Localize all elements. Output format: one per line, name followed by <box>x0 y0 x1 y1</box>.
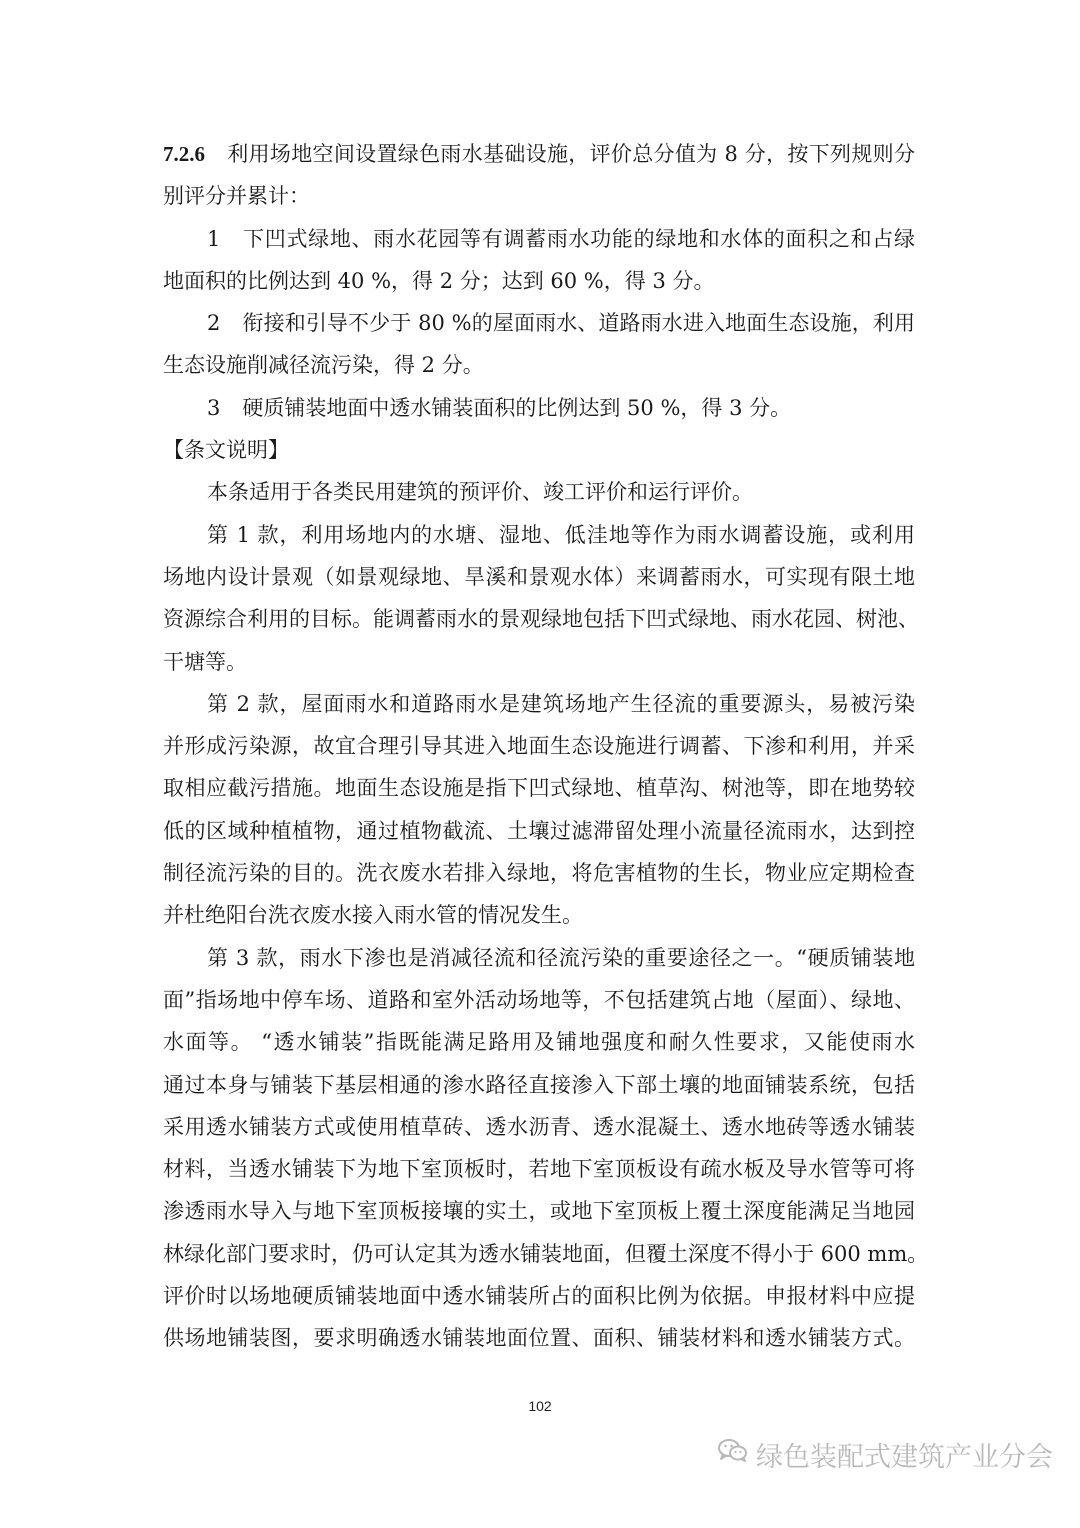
item-text: 衔接和引导不少于 80 %的屋面雨水、道路雨水进入地面生态设施，利用 <box>242 311 915 336</box>
text-line: 第 2 款，屋面雨水和道路雨水是建筑场地产生径流的重要源头，易被污染 <box>207 691 915 716</box>
text-line: 评价时以场地硬质铺装地面中透水铺装所占的面积比例为依据。申报材料中应提 <box>163 1284 915 1309</box>
text-line: 资源综合利用的目标。能调蓄雨水的景观绿地包括下凹式绿地、雨水花园、树池、 <box>163 607 919 632</box>
item-number: 3 <box>207 395 221 420</box>
text-line: 第 3 款，雨水下渗也是消减径流和径流污染的重要途径之一。“硬质铺装地 <box>207 945 915 970</box>
item-line <box>163 218 915 260</box>
text-line: 并形成污染源，故宜合理引导其进入地面生态设施进行调蓄、下渗和利用，并采 <box>163 734 915 759</box>
item-text: 硬质铺装地面中透水铺装面积的比例达到 50 %，得 3 分。 <box>242 395 792 420</box>
wechat-icon <box>718 1438 748 1471</box>
explanation-heading: 【条文说明】 <box>163 438 289 463</box>
text-line: 水面等。 “透水铺装”指既能满足路用及铺地强度和耐久性要求，又能使雨水 <box>163 1030 915 1055</box>
text-line: 制径流污染的目的。洗衣废水若排入绿地，将危害植物的生长，物业应定期检查 <box>163 861 915 886</box>
watermark <box>718 1432 1053 1476</box>
text-line: 第 1 款，利用场地内的水塘、湿地、低洼地等作为雨水调蓄设施，或利用 <box>207 522 915 547</box>
document-body <box>163 133 929 1360</box>
item-line: 生态设施削减径流污染，得 2 分。 <box>163 353 484 378</box>
clause-number: 7.2.6 <box>163 142 205 166</box>
item-line <box>163 387 915 429</box>
watermark-text: 绿色装配式建筑产业分会 <box>756 1441 1053 1473</box>
text-line: 林绿化部门要求时，仍可认定其为透水铺装地面，但覆土深度不得小于 600 mm。 <box>163 1241 929 1266</box>
text-line: 供场地铺装图，要求明确透水铺装地面位置、面积、铺装材料和透水铺装方式。 <box>163 1326 915 1351</box>
text-line: 本条适用于各类民用建筑的预评价、竣工评价和运行评价。 <box>207 480 753 505</box>
text-line: 并杜绝阳台洗衣废水接入雨水管的情况发生。 <box>163 903 583 928</box>
item-number: 1 <box>207 226 221 251</box>
page-number: 102 <box>528 1398 552 1414</box>
text-line: 通过本身与铺装下基层相通的渗水路径直接渗入下部土壤的地面铺装系统，包括 <box>163 1072 915 1097</box>
clause-text: 利用场地空间设置绿色雨水基础设施，评价总分值为 8 分，按下列规则分 <box>227 142 915 166</box>
text-line: 材料，当透水铺装下为地下室顶板时，若地下室顶板设有疏水板及导水管等可将 <box>163 1157 915 1182</box>
text-line: 面”指场地中停车场、道路和室外活动场地等，不包括建筑占地（屋面）、绿地、 <box>163 987 915 1012</box>
text-line: 取相应截污措施。地面生态设施是指下凹式绿地、植草沟、树池等，即在地势较 <box>163 776 915 801</box>
clause-line: 别评分并累计： <box>163 184 310 209</box>
item-line <box>163 302 915 344</box>
text-line: 场地内设计景观（如景观绿地、旱溪和景观水体）来调蓄雨水，可实现有限土地 <box>163 564 915 589</box>
item-number: 2 <box>207 311 221 336</box>
text-line: 渗透雨水导入与地下室顶板接壤的实土，或地下室顶板上覆土深度能满足当地园 <box>163 1199 915 1224</box>
item-line: 地面积的比例达到 40 %，得 2 分；达到 60 %，得 3 分。 <box>163 268 715 293</box>
text-line: 干塘等。 <box>163 649 247 674</box>
text-line: 采用透水铺装方式或使用植草砖、透水沥青、透水混凝土、透水地砖等透水铺装 <box>163 1114 915 1139</box>
clause-line <box>163 133 915 175</box>
text-line: 低的区域种植植物，通过植物截流、土壤过滤滞留处理小流量径流雨水，达到控 <box>163 818 915 843</box>
item-text: 下凹式绿地、雨水花园等有调蓄雨水功能的绿地和水体的面积之和占绿 <box>242 226 915 251</box>
